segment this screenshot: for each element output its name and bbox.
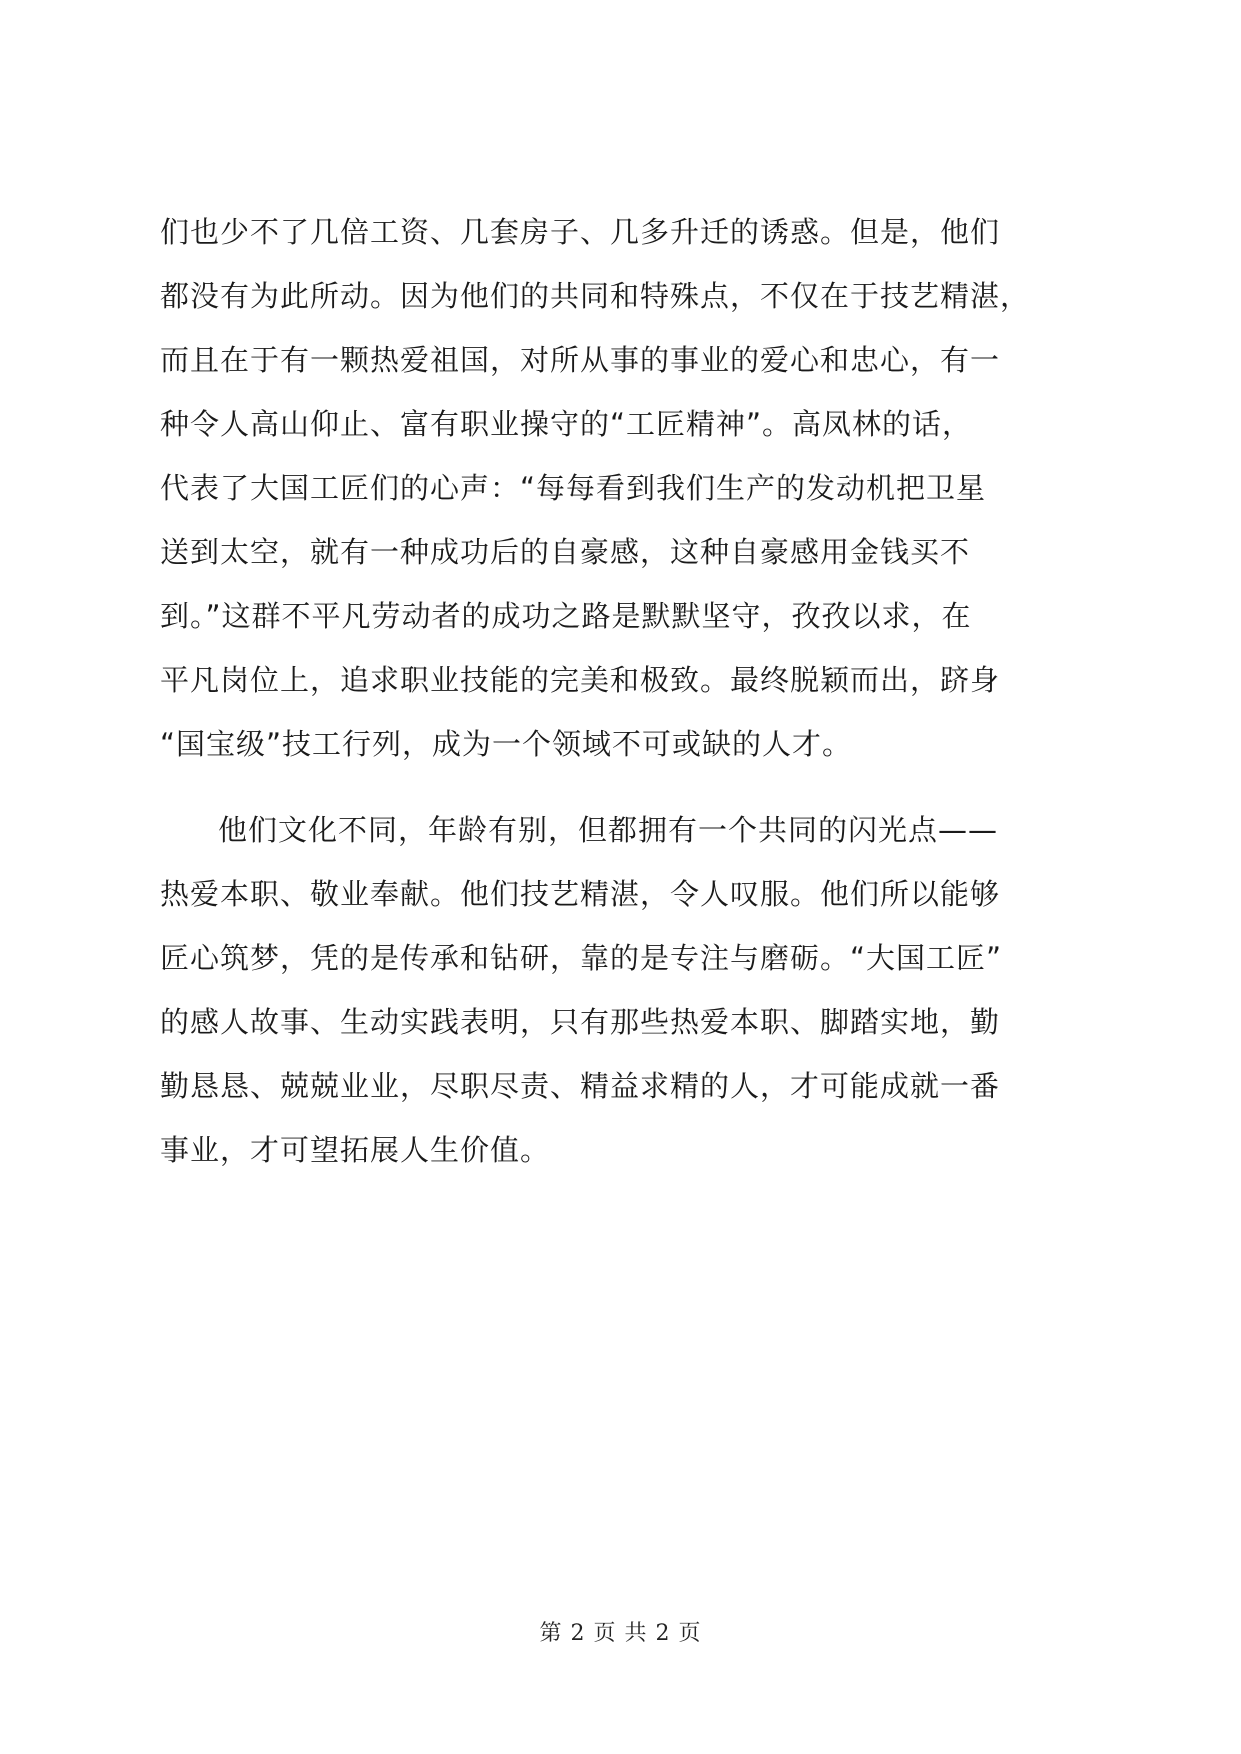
text-line: 他们文化不同，年龄有别，但都拥有一个共同的闪光点——: [218, 813, 999, 847]
text-line: 都没有为此所动。因为他们的共同和特殊点，不仅在于技艺精湛，: [160, 279, 1031, 313]
text-line: 送到太空，就有一种成功后的自豪感，这种自豪感用金钱买不: [160, 535, 971, 569]
paragraph-gap: [160, 776, 1090, 798]
text-line: 到。”这群不平凡劳动者的成功之路是默默坚守，孜孜以求，在: [160, 599, 972, 633]
page-number-footer: 第 2 页 共 2 页: [539, 1621, 702, 1646]
paragraph-2: [160, 798, 1090, 1182]
text-line: 热爱本职、敬业奉献。他们技艺精湛，令人叹服。他们所以能够: [160, 877, 1001, 911]
text-line: 的感人故事、生动实践表明，只有那些热爱本职、脚踏实地，勤: [160, 1005, 1001, 1039]
text-line: 而且在于有一颗热爱祖国，对所从事的事业的爱心和忠心，有一: [160, 343, 1001, 377]
text-line: 种令人高山仰止、富有职业操守的“工匠精神”。高凤林的话，: [160, 407, 973, 441]
text-line: 事业，才可望拓展人生价值。: [160, 1133, 551, 1167]
text-line: 代表了大国工匠们的心声：“每每看到我们生产的发动机把卫星: [160, 471, 987, 505]
text-line: “国宝级”技工行列，成为一个领域不可或缺的人才。: [160, 727, 853, 761]
text-line: 匠心筑梦，凭的是传承和钻研，靠的是专注与磨砺。“大国工匠”: [160, 941, 1003, 975]
paragraph-1: [160, 200, 1090, 776]
text-line: 们也少不了几倍工资、几套房子、几多升迁的诱惑。但是，他们: [160, 215, 1001, 249]
text-line: 平凡岗位上，追求职业技能的完美和极致。最终脱颖而出，跻身: [160, 663, 1001, 697]
text-line: 勤恳恳、兢兢业业，尽职尽责、精益求精的人，才可能成就一番: [160, 1069, 1001, 1103]
document-body: [160, 200, 1090, 1182]
